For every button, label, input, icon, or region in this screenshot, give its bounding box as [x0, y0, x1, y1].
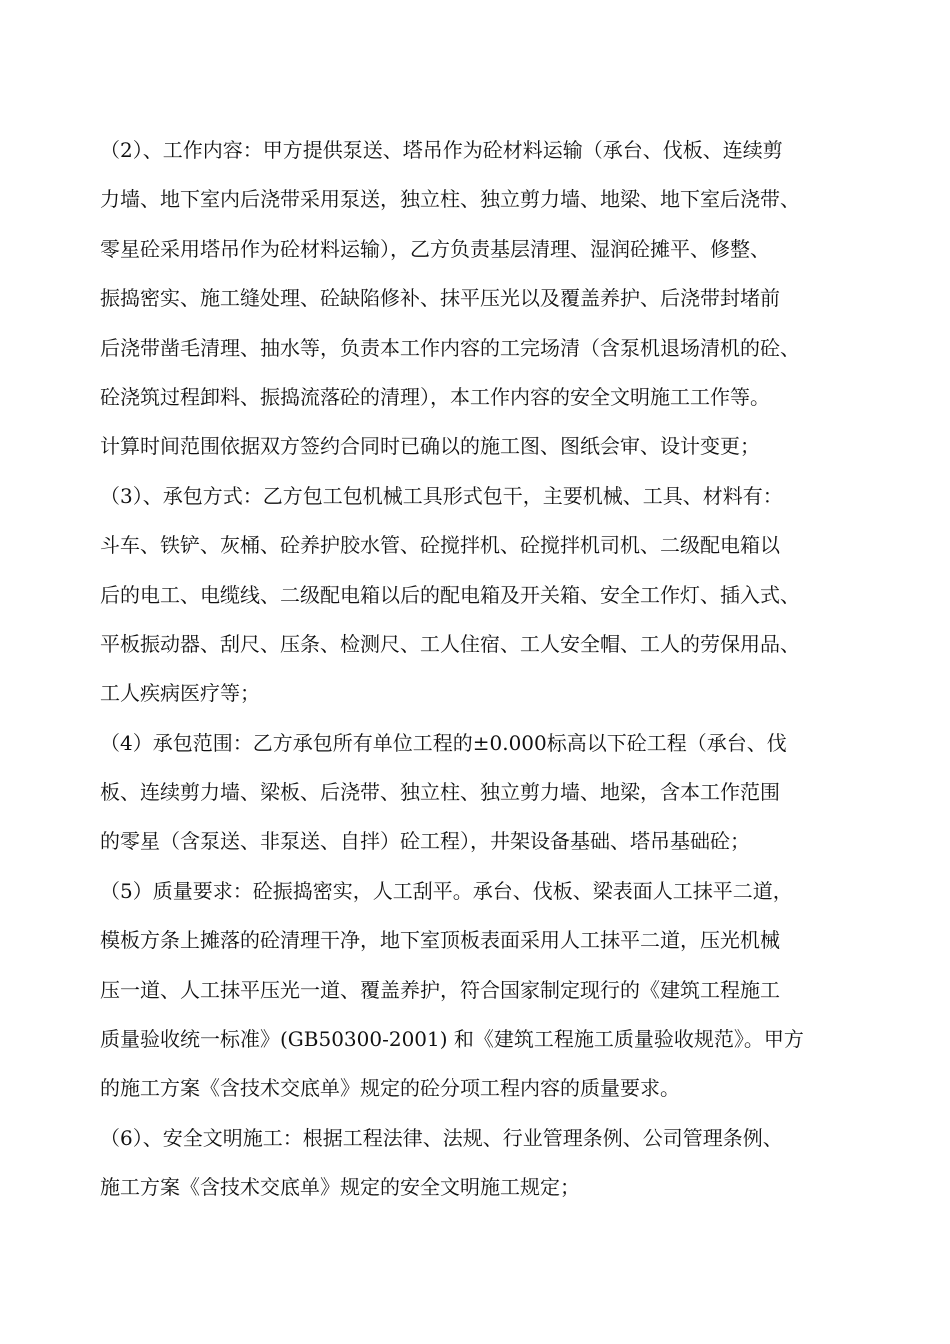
- text-line: （5）质量要求：砼振捣密实，人工刮平。承台、伐板、梁表面人工抹平二道，: [100, 878, 793, 903]
- text-line: （6）、安全文明施工：根据工程法律、法规、行业管理条例、公司管理条例、: [100, 1125, 783, 1150]
- text-line: 工人疾病医疗等；: [100, 681, 260, 706]
- text-line: （3）、承包方式：乙方包工包机械工具形式包干，主要机械、工具、材料有：: [100, 483, 783, 508]
- text-line: 的零星（含泵送、非泵送、自拌）砼工程），井架设备基础、塔吊基础砼；: [100, 829, 750, 854]
- document-body: [100, 126, 890, 1213]
- text-line: 的施工方案《含技术交底单》规定的砼分项工程内容的质量要求。: [100, 1076, 680, 1101]
- text-line: 压一道、人工抹平压光一道、覆盖养护，符合国家制定现行的《建筑工程施工: [100, 977, 780, 1002]
- text-line: 平板振动器、刮尺、压条、检测尺、工人住宿、工人安全帽、工人的劳保用品、: [100, 631, 800, 656]
- text-line: （4）承包范围：乙方承包所有单位工程的±0.000标高以下砼工程（承台、伐: [100, 730, 787, 755]
- text-line: 板、连续剪力墙、梁板、后浇带、独立柱、独立剪力墙、地梁，含本工作范围: [100, 780, 780, 805]
- text-line: 后浇带凿毛清理、抽水等，负责本工作内容的工完场清（含泵机退场清机的砼、: [100, 335, 800, 360]
- text-line: 模板方条上摊落的砼清理干净，地下室顶板表面采用人工抹平二道，压光机械: [100, 928, 780, 953]
- text-line: 质量验收统一标准》(GB50300-2001) 和《建筑工程施工质量验收规范》。甲方: [100, 1027, 804, 1052]
- text-line: 力墙、地下室内后浇带采用泵送，独立柱、独立剪力墙、地梁、地下室后浇带、: [100, 187, 800, 212]
- text-line: （2）、工作内容：甲方提供泵送、塔吊作为砼材料运输（承台、伐板、连续剪: [100, 138, 783, 162]
- text-line: 斗车、铁铲、灰桶、砼养护胶水管、砼搅拌机、砼搅拌机司机、二级配电箱以: [100, 533, 780, 558]
- text-line: 砼浇筑过程卸料、振捣流落砼的清理），本工作内容的安全文明施工工作等。: [100, 384, 770, 409]
- text-line: 振捣密实、施工缝处理、砼缺陷修补、抹平压光以及覆盖养护、后浇带封堵前: [100, 286, 780, 311]
- text-line: 后的电工、电缆线、二级配电箱以后的配电箱及开关箱、安全工作灯、插入式、: [100, 582, 800, 607]
- text-line: 计算时间范围依据双方签约合同时已确以的施工图、图纸会审、设计变更；: [100, 434, 760, 459]
- text-line: 零星砼采用塔吊作为砼材料运输），乙方负责基层清理、湿润砼摊平、修整、: [100, 236, 770, 261]
- text-line: 施工方案《含技术交底单》规定的安全文明施工规定；: [100, 1175, 580, 1200]
